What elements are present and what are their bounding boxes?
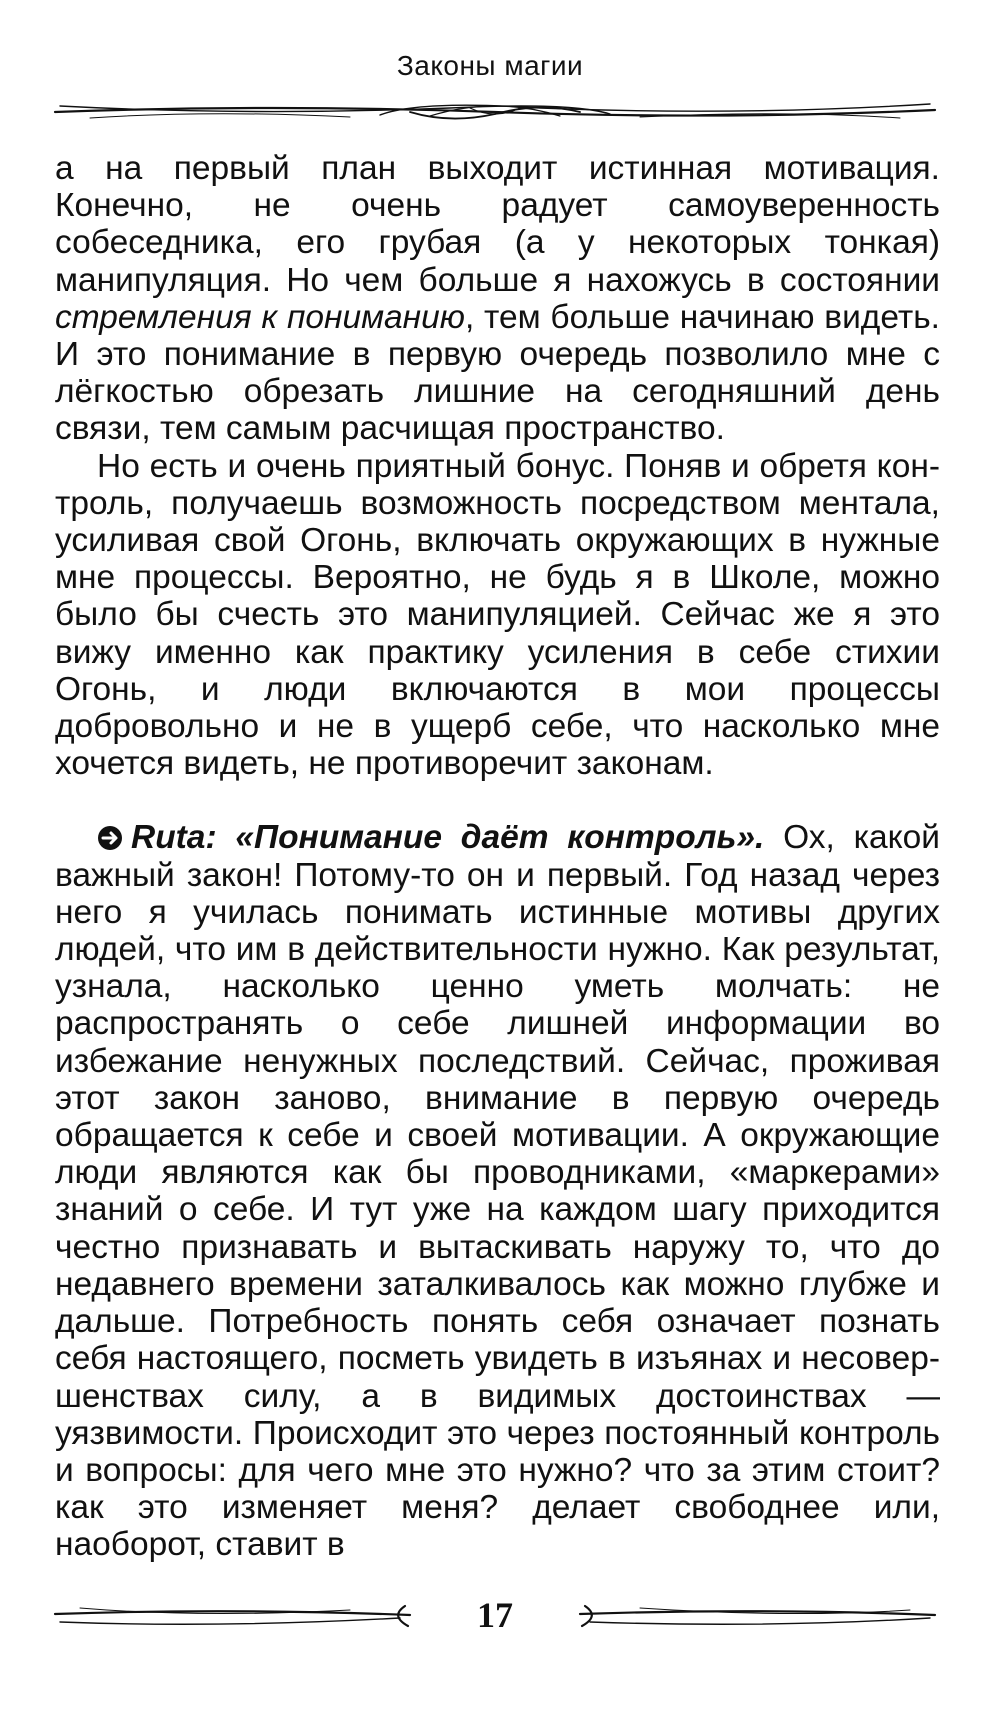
arrow-circle-icon (97, 825, 123, 851)
paragraph-1-part-a: а на первый план выходит истинная мотивация. Конечно, не очень радует самоуверенность собеседника, его грубая (а у некоторых тонкая) манипуляция. Но чем больше я нахожусь в состоянии (55, 150, 940, 299)
paragraph-1-part-b: , тем больше начинаю видеть. И это понимание в первую очередь позволило мне с лёгкостью обрезать лишние на сегодняшний день связи, тем самым расчищая пространство. (55, 298, 940, 448)
running-title: Законы магии (396, 50, 584, 81)
body-text (55, 150, 940, 1564)
ruta-lead: Ruta: «Понимание даёт контроль». (131, 819, 765, 857)
paragraph-1 (55, 150, 940, 448)
paragraph-3 (55, 819, 940, 1563)
paragraph-1-emphasis: стремления к пониманию (55, 298, 465, 336)
page-footer (50, 1590, 940, 1640)
paragraph-2: Но есть и очень приятный бонус. Поняв и обретя контроль, получаешь возможность посредством ментала, усиливая свой Огонь, включать окружающих в нужные мне процессы. Вероятно, не будь я в Школе, можно было бы счесть это манипуляцией. Сейчас же я это вижу именно как практику усиления в себе стихии Огонь, и люди включаются в мои процессы добровольно и не в ущерб себе, что насколько мне хочется видеть, не противоречит законам. (55, 447, 940, 783)
top-flourish-ornament (50, 90, 940, 130)
paragraph-3-body: Ох, какой важный закон! Потому-то он и первый. Год назад через него я училась понимать истинные мотивы других людей, что им в действительности нужно. Как результат, узнала, насколько ценно уметь молчать: не распространять о себе лишней информации во избежание ненужных последствий. Сейчас, проживая этот закон заново, внимание в первую очередь обращается к себе и своей мотивации. А окружающие люди являются как бы проводниками, «маркерами» знаний о себе. И тут уже на каждом шагу приходится честно признавать и вытаскивать наружу то, что до недавнего времени заталкивалось как можно глубже и дальше. Потребность понять себя означает познать себя настоящего, посметь увидеть в изъянах и несовершенствах силу, а в видимых достоинствах — уязвимости. Происходит это через постоянный контроль и вопросы: для чего мне это нужно? что за этим стоит? как это изменяет меня? делает свободнее или, наоборот, ставит в (55, 819, 940, 1564)
page-number: 17 (477, 1595, 513, 1635)
